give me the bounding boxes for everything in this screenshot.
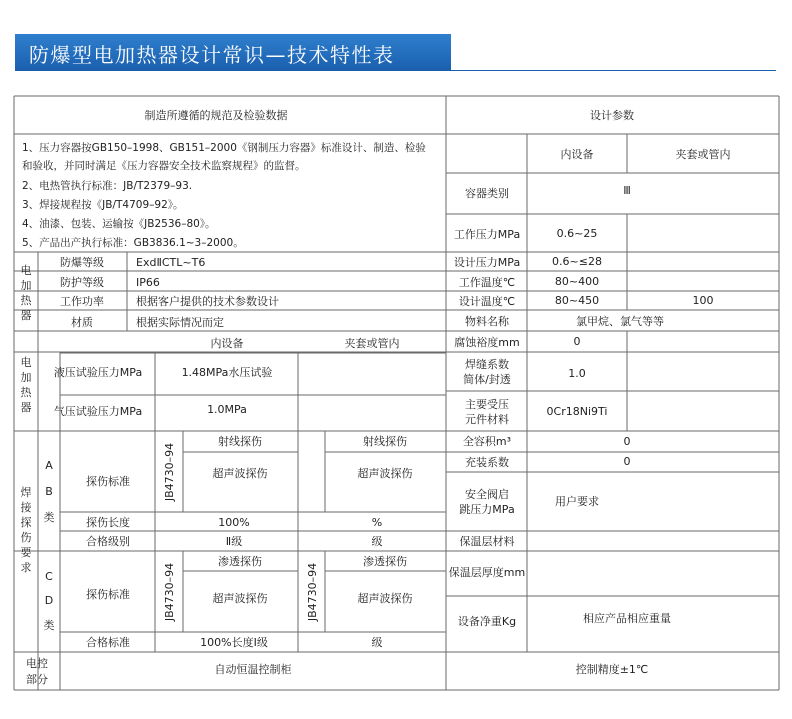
weld-side-label: 求: [20, 561, 32, 574]
protection-rating-label: 防护等级: [60, 276, 104, 289]
protection-rating-value: IP66: [136, 276, 160, 289]
cd-letter: D: [44, 594, 54, 607]
weld-side-label: 接: [20, 501, 32, 514]
cd-std-code-inner: JB4730–94: [163, 562, 176, 622]
corrosion-label: 腐蚀裕度mm: [454, 336, 520, 349]
weld-coef-value: 1.0: [568, 367, 586, 380]
standard-line: 1、压力容器按GB150–1998、GB151–2000《钢制压力容器》标准设计、制造、检验: [22, 142, 426, 154]
test-side-label: 热: [20, 386, 32, 399]
heater-side-label: 器: [20, 309, 32, 322]
power-label: 工作功率: [60, 295, 104, 308]
pneumatic-test-label: 气压试验压力MPa: [53, 405, 143, 418]
ab-jacket-method-2: 超声波探伤: [357, 467, 413, 480]
standard-line: 2、电热管执行标准：JB/T2379–93.: [22, 180, 193, 192]
cd-grade-label: 合格标准: [86, 636, 130, 649]
standard-line: 4、油漆、包装、运输按《JB2536–80》。: [22, 218, 216, 230]
working-pressure-label: 工作压力MPa: [453, 228, 521, 241]
ab-letter: B: [45, 485, 53, 498]
control-side-label: 电控: [26, 657, 48, 670]
ab-letter: A: [45, 459, 53, 472]
pneumatic-test-value: 1.0MPa: [207, 403, 247, 416]
cd-jacket-method-1: 渗透探伤: [363, 555, 407, 568]
design-pressure-value: 0.6~≤28: [552, 255, 602, 268]
corrosion-value: 0: [573, 335, 581, 348]
vessel-class-label: 容器类别: [465, 187, 509, 200]
vessel-class-value: Ⅲ: [623, 184, 631, 197]
explosion-rating-label: 防爆等级: [60, 256, 104, 269]
material-label: 材质: [71, 316, 93, 329]
weld-coef-label: 焊缝系数: [465, 358, 509, 371]
safety-valve-value: 用户要求: [555, 495, 599, 508]
working-temp-label: 工作温度℃: [458, 276, 516, 289]
net-weight-label: 设备净重Kg: [457, 615, 517, 628]
test-side-label: 加: [20, 371, 32, 384]
cd-std-code-jacket: JB4730–94: [306, 562, 319, 622]
net-weight-value: 相应产品相应重量: [583, 612, 671, 625]
ab-std-code: JB4730–94: [163, 442, 176, 502]
header-right: 设计参数: [590, 109, 634, 122]
fill-coef-value: 0: [623, 455, 631, 468]
material-name-label: 物料名称: [465, 315, 509, 328]
cd-jacket-method-2: 超声波探伤: [357, 592, 413, 605]
ab-std-label: 探伤标准: [86, 475, 130, 488]
test-inner-header: 内设备: [210, 337, 244, 350]
ab-grade-label: 合格级别: [86, 535, 130, 548]
main-material-label-2: 元件材料: [465, 413, 509, 426]
insulation-thickness-label: 保温层厚度mm: [448, 566, 526, 579]
heater-side-label: 电: [20, 264, 32, 277]
material-name-value: 氯甲烷、氯气等等: [576, 315, 664, 328]
design-temp-inner: 80~450: [554, 294, 600, 307]
test-side-label: 电: [20, 356, 32, 369]
control-side-label: 部分: [26, 673, 48, 686]
main-material-label: 主要受压: [465, 398, 509, 411]
standard-line: 5、产品出产执行标准：GB3836.1~3–2000。: [22, 237, 244, 249]
control-precision: 控制精度±1℃: [575, 663, 649, 676]
ab-inner-method-1: 射线探伤: [218, 435, 262, 448]
fill-coef-label: 充装系数: [465, 456, 509, 469]
ab-length-inner: 100%: [218, 516, 250, 529]
ab-grade-jacket: 级: [371, 535, 383, 548]
main-material-value: 0Cr18Ni9Ti: [546, 405, 608, 418]
hydro-test-value: 1.48MPa水压试验: [181, 366, 273, 379]
heater-side-label: 加: [20, 279, 32, 292]
ab-length-jacket: %: [371, 516, 383, 529]
design-temp-jacket: 100: [692, 294, 714, 307]
cd-inner-method-1: 渗透探伤: [218, 555, 262, 568]
design-temp-label: 设计温度℃: [458, 295, 516, 308]
control-value: 自动恒温控制柜: [214, 663, 292, 676]
weld-side-label: 伤: [20, 531, 32, 544]
volume-value: 0: [623, 435, 631, 448]
hydro-test-label: 液压试验压力MPa: [53, 366, 143, 379]
page-title: 防爆型电加热器设计常识—技术特性表: [29, 43, 395, 67]
ab-grade-inner: Ⅱ级: [225, 535, 243, 548]
explosion-rating-value: ExdⅡCTL~T6: [136, 256, 206, 269]
power-value: 根据客户提供的技术参数设计: [136, 295, 279, 308]
cd-letter: 类: [43, 619, 55, 632]
weld-side-label: 焊: [20, 486, 32, 499]
insulation-material-label: 保温层材料: [459, 535, 515, 548]
weld-side-label: 要: [20, 546, 32, 559]
standard-line: 和验收，并同时满足《压力容器安全技术监察规程》的监督。: [22, 160, 306, 172]
working-pressure-value: 0.6~25: [556, 227, 598, 240]
cd-grade-jacket: 级: [371, 636, 383, 649]
cd-letter: C: [45, 570, 53, 583]
ab-jacket-method-1: 射线探伤: [363, 435, 407, 448]
test-side-label: 器: [20, 401, 32, 414]
cd-inner-method-2: 超声波探伤: [212, 592, 268, 605]
safety-valve-label-2: 跳压力MPa: [459, 503, 515, 516]
header-inner: 内设备: [560, 148, 594, 161]
safety-valve-label: 安全阀启: [465, 488, 509, 501]
weld-side-label: 探: [20, 516, 32, 529]
header-jacket: 夹套或管内: [675, 148, 731, 161]
ab-inner-method-2: 超声波探伤: [212, 467, 268, 480]
test-jacket-header: 夹套或管内: [344, 337, 400, 350]
weld-coef-label-2: 简体/封透: [463, 373, 511, 386]
cd-std-label: 探伤标准: [86, 588, 130, 601]
cd-grade-inner: 100%长度Ⅰ级: [200, 636, 268, 649]
working-temp-value: 80~400: [554, 275, 600, 288]
material-value: 根据实际情况而定: [136, 316, 224, 329]
volume-label: 全容积m³: [462, 435, 512, 448]
design-pressure-label: 设计压力MPa: [453, 256, 521, 269]
header-left: 制造所遵循的规范及检验数据: [144, 109, 288, 122]
heater-side-label: 热: [20, 294, 32, 307]
ab-letter: 类: [43, 511, 55, 524]
ab-length-label: 探伤长度: [86, 516, 130, 529]
standard-line: 3、焊接规程按《JB/T4709–92》。: [22, 199, 184, 211]
